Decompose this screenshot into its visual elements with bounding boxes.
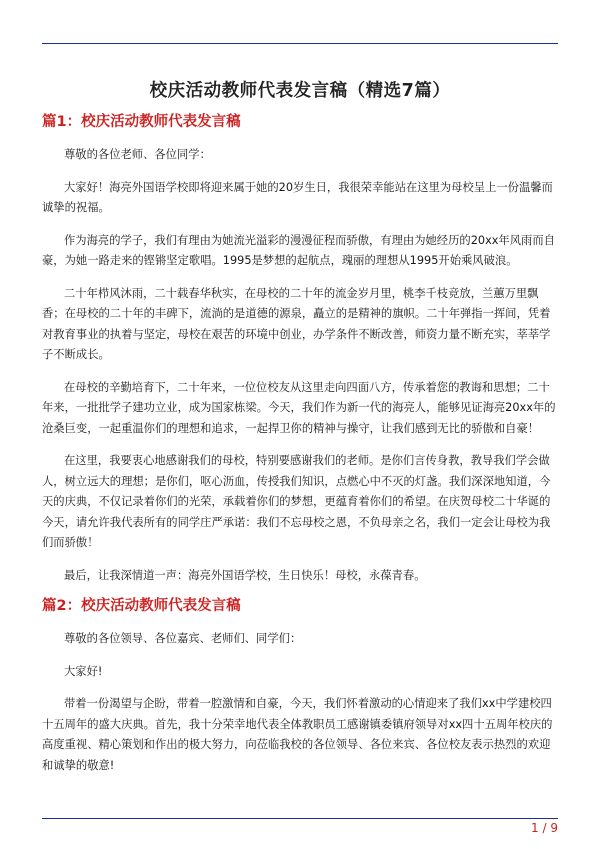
section-1: [42, 112, 558, 586]
top-divider: [42, 43, 558, 44]
bottom-divider: [42, 818, 558, 819]
section-heading: 篇1：校庆活动教师代表发言稿: [42, 114, 241, 130]
paragraph: 大家好!: [64, 664, 103, 678]
paragraph: 二十年栉风沐雨，二十载春华秋实，在母校的二十年的流金岁月里，桃李千枝竞放，兰蕙万里飘香；在母校的二十年的丰碑下，流淌的是道德的源泉，矗立的是精神的旗帜。二十年弹指一挥间，凭着对教育事业的执着与坚定，母校在艰苦的环境中创业，办学条件不断改善，师资力量不断充实，莘莘学子不断成长。: [42, 286, 551, 361]
paragraph: 在这里，我要衷心地感谢我们的母校，特别要感谢我们的老师。是你们言传身教，教导我们学会做人，树立远大的理想；是你们，呕心沥血，传授我们知识，点燃心中不灭的灯盏。我们深深地知道，今天的庆典，不仅记录着你们的光荣，承载着你们的梦想，更蕴育着你们的希望。在庆贺母校二十华诞的今天，请允许我代表所有的同学庄严承诺：我们不忘母校之恩，不负母亲之名，我们一定会让母校为我们而骄傲！: [42, 454, 551, 549]
paragraph: 带着一份渴望与企盼，带着一腔激情和自豪，今天，我们怀着激动的心情迎来了我们xx中学建校四十五周年的盛大庆典。首先，我十分荣幸地代表全体教职员工感谢镇委镇府领导对xx四十五周年校庆的高度重视、精心策划和作出的极大努力，向莅临我校的各位领导、各位来宾、各位校友表示热烈的欢迎和诚挚的敬意!: [42, 697, 553, 772]
paragraph: 最后，让我深情道一声：海亮外国语学校，生日快乐！母校，永葆青春。: [64, 568, 426, 582]
page-number: 1 / 9: [531, 821, 558, 835]
paragraph: 尊敬的各位老师、各位同学：: [64, 148, 211, 161]
document-body: [42, 112, 558, 776]
paragraph: 在母校的辛勤培育下，二十年来，一位位校友从这里走向四面八方，传承着您的教诲和思想；二十年来，一批批学子建功立业，成为国家栋梁。今天，我们作为新一代的海亮人，能够见证海亮20xx年的沧桑巨变，一起重温你们的理想和追求，一起捍卫你的精神与操守，让我们感到无比的骄傲和自豪！: [42, 380, 556, 435]
document-title: 校庆活动教师代表发言稿（精选7篇）: [149, 81, 451, 101]
paragraph: 作为海亮的学子，我们有理由为她流光溢彩的漫漫征程而骄傲，有理由为她经历的20xx年风雨而自豪，为她一路走来的铿锵坚定歌唱。1995是梦想的起航点，瑰丽的理想从1995开始乘风破浪。: [42, 233, 555, 267]
section-2: [42, 596, 558, 776]
paragraph: 尊敬的各位领导、各位嘉宾、老师们、同学们：: [64, 632, 302, 645]
section-heading: 篇2：校庆活动教师代表发言稿: [42, 598, 241, 614]
paragraph: 大家好！海亮外国语学校即将迎来属于她的20岁生日，我很荣幸能站在这里为母校呈上一份温馨而诚挚的祝福。: [42, 180, 553, 214]
